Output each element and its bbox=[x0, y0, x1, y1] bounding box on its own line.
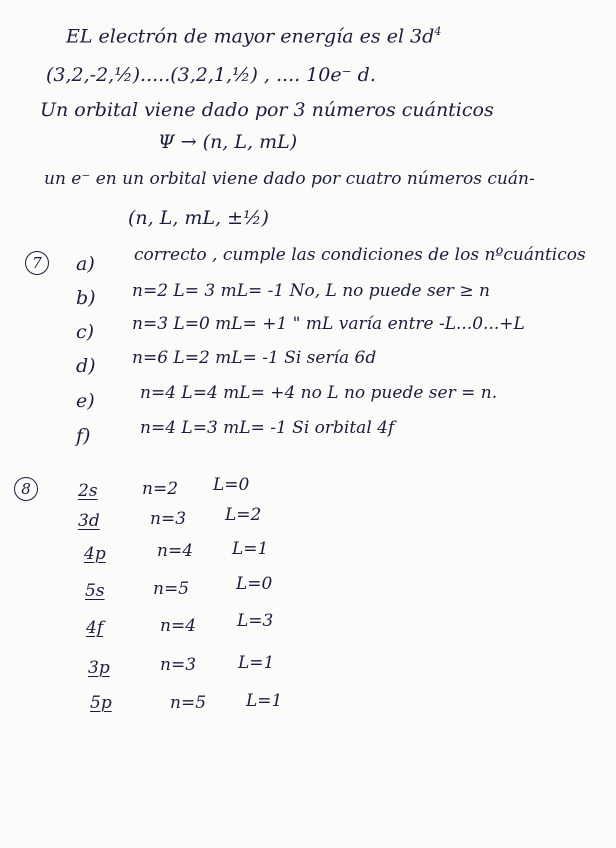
q8-orbital: 4p bbox=[84, 544, 106, 564]
q7-row-text: correcto , cumple las condiciones de los nºcuánticos bbox=[134, 245, 586, 265]
q7-row-text: n=4 L=3 mL= -1 Si orbital 4f bbox=[140, 418, 395, 438]
q8-l-value: L=3 bbox=[237, 611, 274, 631]
q8-orbital: 5p bbox=[90, 693, 112, 713]
q7-row-text: n=3 L=0 mL= +1 " mL varía entre -L...0...+L bbox=[132, 314, 525, 334]
q8-l-value: L=1 bbox=[246, 691, 283, 711]
q8-orbital: 2s bbox=[78, 481, 98, 501]
q8-orbital: 3p bbox=[88, 658, 110, 678]
line-orbital-definition: Un orbital viene dado por 3 números cuánticos bbox=[40, 99, 494, 121]
q7-row-label: a) bbox=[76, 253, 95, 275]
line-electron-definition: un e⁻ en un orbital viene dado por cuatro números cuán- bbox=[44, 169, 535, 189]
question-8-number: 8 bbox=[14, 477, 38, 501]
q8-l-value: L=1 bbox=[238, 653, 275, 673]
q7-row-label: e) bbox=[76, 390, 95, 412]
q7-row-text: n=2 L= 3 mL= -1 No, L no puede ser ≥ n bbox=[132, 281, 490, 301]
q8-n-value: n=4 bbox=[160, 616, 197, 636]
q8-orbital: 4f bbox=[86, 618, 104, 638]
question-7-number: 7 bbox=[25, 251, 49, 275]
q8-n-value: n=2 bbox=[142, 479, 179, 499]
q7-row-label: d) bbox=[76, 355, 96, 377]
q8-orbital: 5s bbox=[85, 581, 105, 601]
q8-l-value: L=2 bbox=[225, 505, 262, 525]
line-four-numbers: (n, L, mL, ±½) bbox=[128, 207, 269, 229]
line-psi-notation: Ψ → (n, L, mL) bbox=[158, 131, 298, 153]
q7-row-label: c) bbox=[76, 321, 95, 343]
q7-row-label: f) bbox=[76, 425, 91, 447]
q8-n-value: n=5 bbox=[153, 579, 190, 599]
q8-n-value: n=3 bbox=[150, 509, 187, 529]
q8-n-value: n=5 bbox=[170, 693, 207, 713]
q8-l-value: L=1 bbox=[232, 539, 269, 559]
q8-l-value: L=0 bbox=[236, 574, 273, 594]
q8-n-value: n=3 bbox=[160, 655, 197, 675]
q8-orbital: 3d bbox=[78, 511, 100, 531]
q8-l-value: L=0 bbox=[213, 475, 250, 495]
q8-n-value: n=4 bbox=[157, 541, 194, 561]
line-electron-energy: EL electrón de mayor energía es el $3d^4$ bbox=[66, 25, 442, 48]
q7-row-text: n=6 L=2 mL= -1 Si sería 6d bbox=[132, 348, 377, 368]
line-quantum-sets: (3,2,-2,½).....(3,2,1,½) , .... 10e⁻ d. bbox=[46, 64, 376, 86]
q7-row-text: n=4 L=4 mL= +4 no L no puede ser = n. bbox=[140, 383, 498, 403]
q7-row-label: b) bbox=[76, 287, 96, 309]
